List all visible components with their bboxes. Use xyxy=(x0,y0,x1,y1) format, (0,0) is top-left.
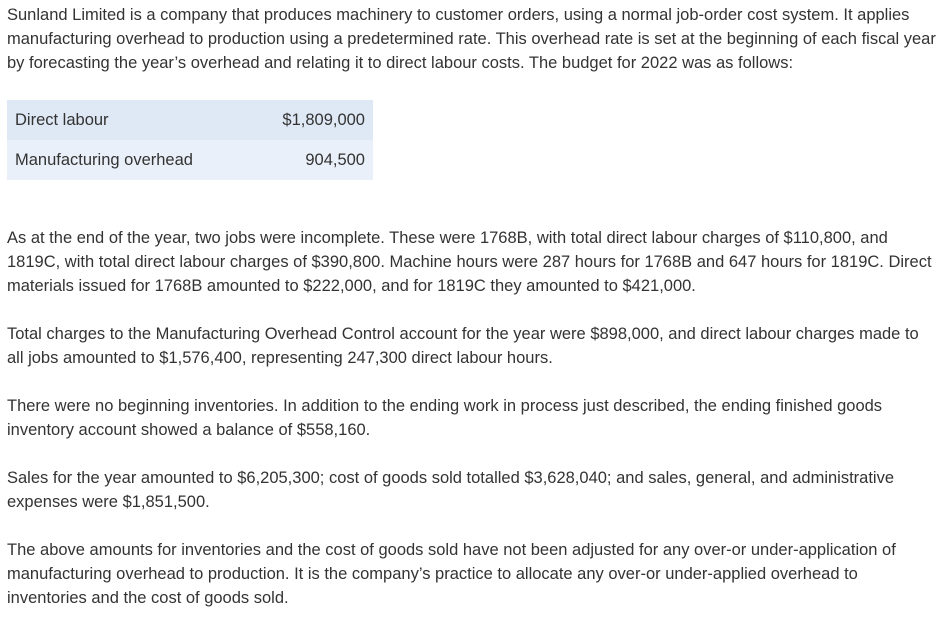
problem-document xyxy=(7,3,937,610)
budget-table xyxy=(7,100,373,180)
paragraph-adjustment-note: The above amounts for inventories and the cost of goods sold have not been adjusted for any over-or under-application of manufacturing overhead to production. It is the company’s practice to allocate any over-or under-applied overhead to inventories and the cost of goods sold. xyxy=(7,541,896,607)
budget-value-direct-labour: $1,809,000 xyxy=(234,100,373,140)
paragraph-incomplete-jobs: As at the end of the year, two jobs were incomplete. These were 1768B, with total direct labour charges of $110,800, and 1819C, with total direct labour charges of $390,800. Machine hours were 287 hours for 1768B and 647 hours for 1819C. Direct materials issued for 1768B amounted to $222,000, and for 1819C they amounted to $421,000. xyxy=(7,229,932,295)
table-row xyxy=(7,100,373,140)
table-row xyxy=(7,140,373,180)
intro-paragraph: Sunland Limited is a company that produces machinery to customer orders, using a normal job-order cost system. It applies manufacturing overhead to production using a predetermined rate. This overhead rate is set at the beginning of each fiscal year by forecasting the year’s overhead and relating it to direct labour costs. The budget for 2022 was as follows: xyxy=(7,6,936,72)
paragraph-overhead-charges: Total charges to the Manufacturing Overhead Control account for the year were $898,000, and direct labour charges made to all jobs amounted to $1,576,400, representing 247,300 direct labour hours. xyxy=(7,325,919,367)
budget-value-manufacturing-overhead: 904,500 xyxy=(234,140,373,180)
budget-label-manufacturing-overhead: Manufacturing overhead xyxy=(7,140,234,180)
paragraph-sales: Sales for the year amounted to $6,205,300; cost of goods sold totalled $3,628,040; and sales, general, and administrative expenses were $1,851,500. xyxy=(7,469,895,511)
paragraph-inventories: There were no beginning inventories. In addition to the ending work in process just described, the ending finished goods inventory account showed a balance of $558,160. xyxy=(7,397,883,439)
budget-label-direct-labour: Direct labour xyxy=(7,100,234,140)
